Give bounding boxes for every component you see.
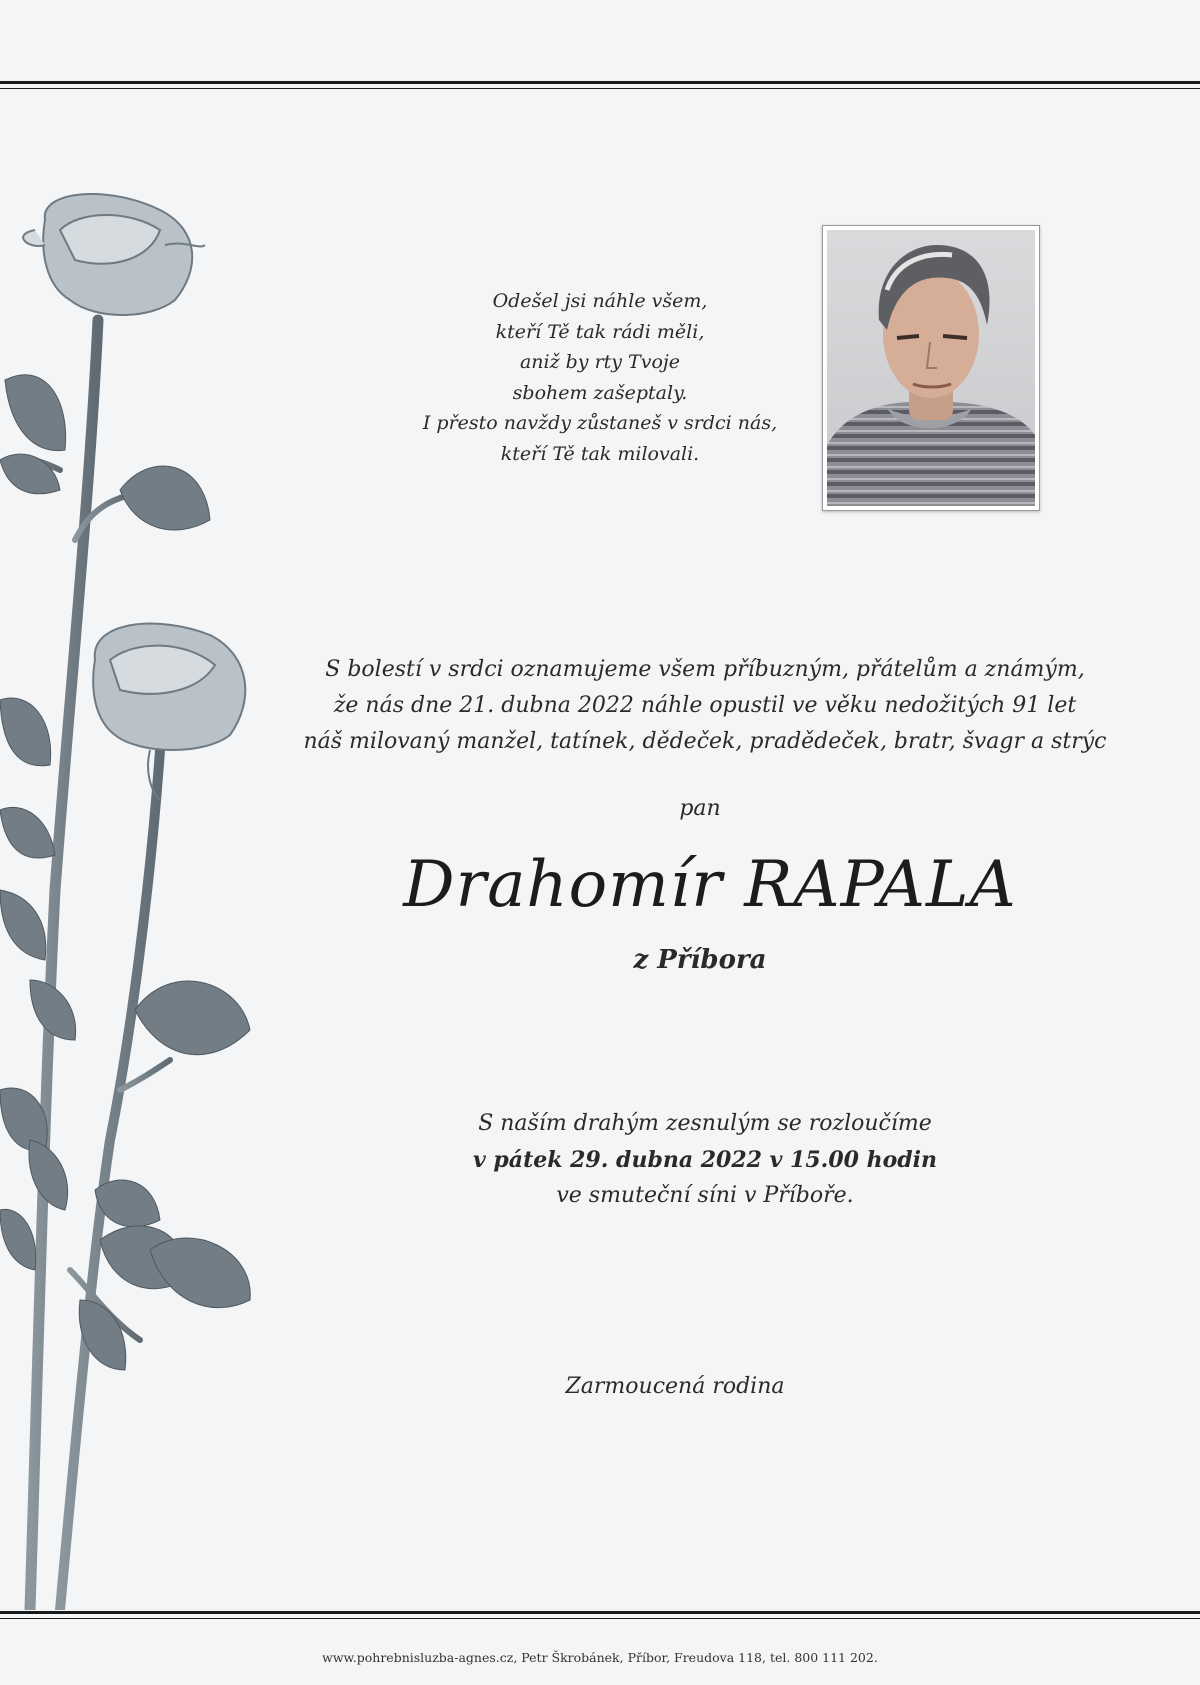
funeral-date-time: v pátek 29. dubna 2022 v 15.00 hodin (472, 1147, 938, 1173)
rose-bloom-top (23, 194, 205, 315)
signoff: Zarmoucená rodina (565, 1374, 785, 1399)
poem-line: kteří Tě tak milovali. (500, 442, 700, 465)
announcement-line: že nás dne 21. dubna 2022 náhle opustil ve věku nedožitých 91 let (333, 693, 1077, 718)
poem-line: I přesto navždy zůstaneš v srdci nás, (422, 412, 778, 434)
announcement-line: náš milovaný manžel, tatínek, dědeček, pradědeček, bratr, švagr a strýc (303, 729, 1107, 754)
poem-line: sbohem zašeptaly. (512, 381, 688, 404)
honorific: pan (679, 796, 721, 821)
poem-line: Odešel jsi náhle všem, (492, 290, 708, 312)
funeral-details (380, 1106, 1030, 1214)
poem (400, 286, 800, 469)
funeral-venue: ve smuteční síni v Příboře. (556, 1183, 854, 1208)
top-border-rule (0, 81, 1200, 89)
funeral-line: S naším drahým zesnulým se rozloučíme (478, 1111, 932, 1136)
rose-bloom-lower (93, 624, 245, 800)
deceased-origin: z Příbora (633, 945, 767, 975)
deceased-name: Drahomír RAPALA (403, 848, 1017, 922)
portrait-photo (822, 225, 1040, 511)
announcement-line: S bolestí v srdci oznamujeme všem příbuzným, přátelům a známým, (325, 657, 1085, 682)
poem-line: aniž by rty Tvoje (519, 351, 681, 373)
bottom-border-rule (0, 1611, 1200, 1619)
rose-illustration (0, 190, 280, 1610)
poem-line: kteří Tě tak rádi měli, (495, 320, 705, 343)
footer-contact: www.pohrebnisluzba-agnes.cz, Petr Škrobánek, Příbor, Freudova 118, tel. 800 111 202. (322, 1650, 878, 1665)
announcement (280, 652, 1130, 760)
